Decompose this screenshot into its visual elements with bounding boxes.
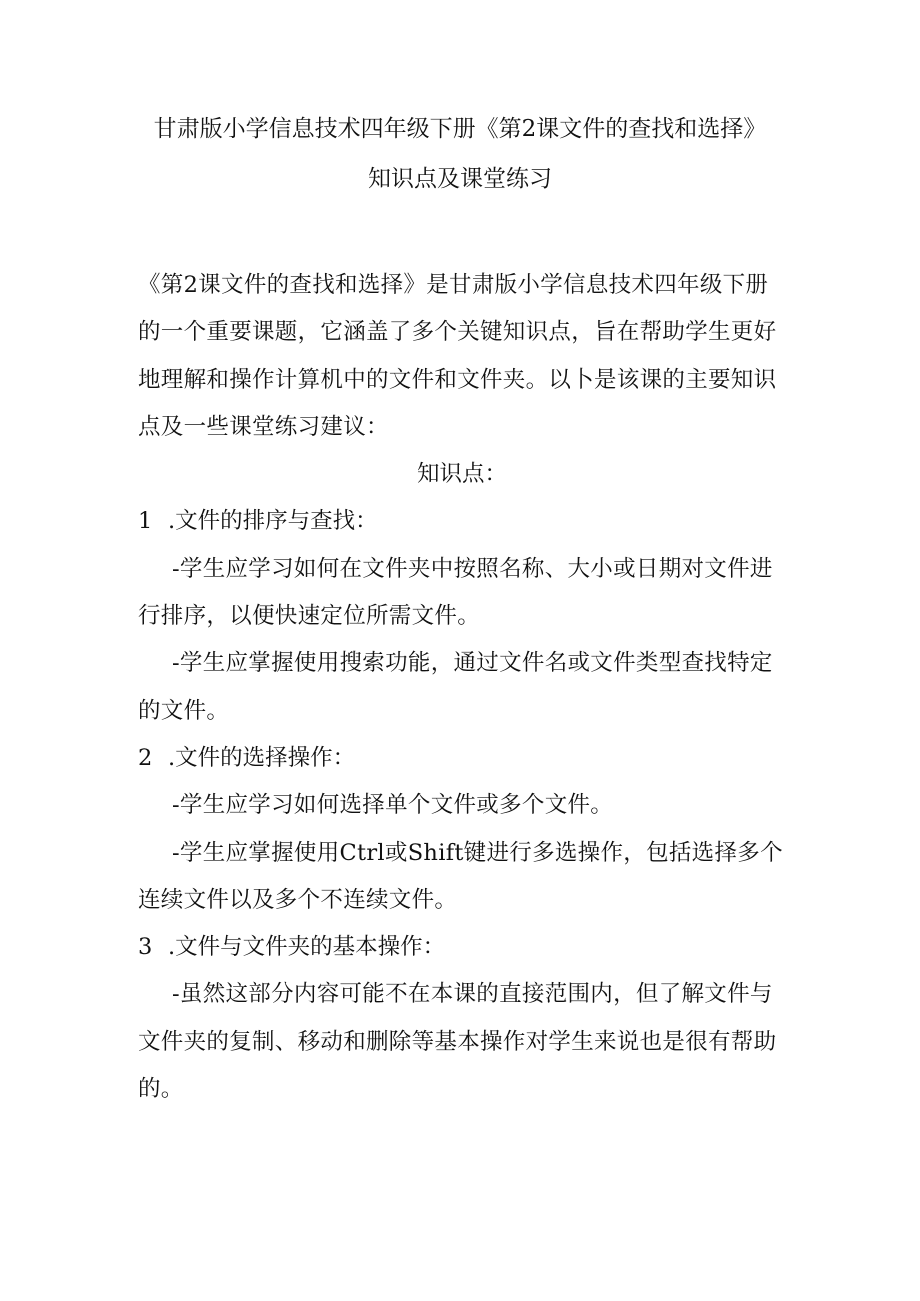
list-item-label: .文件与文件夹的基本操作： <box>168 934 446 961</box>
list-item-point: -虽然这部分内容可能不在本课的直接范围内，但了解文件与文件夹的复制、移动和删除等基本操作对学生来说也是很有帮助的。 <box>138 981 777 1103</box>
list-item-number: 1 <box>138 508 153 535</box>
list-item-1 <box>138 498 786 545</box>
list-item-point: -学生应学习如何在文件夹中按照名称、大小或日期对文件进行排序，以便快速定位所需文件。 <box>138 555 773 630</box>
list-item-3 <box>138 924 786 971</box>
list-item-2 <box>138 735 786 782</box>
document-title-line-2: 知识点及课堂练习 <box>368 166 552 192</box>
list-item-label: .文件的排序与查找： <box>168 508 378 535</box>
list-item-number: 3 <box>138 934 153 961</box>
intro-paragraph: 《第2课文件的查找和选择》是甘肃版小学信息技术四年级下册的一个重要课题，它涵盖了多个关键知识点，旨在帮助学生更好地理解和操作计算机中的文件和文件夹。以卜是该课的主要知识点及一些课堂练习建议： <box>138 272 777 440</box>
list-item-point: -学生应学习如何选择单个文件或多个文件。 <box>172 792 614 819</box>
section-heading: 知识点： <box>416 461 507 488</box>
list-item-point: -学生应掌握使用搜索功能，通过文件名或文件类型查找特定的文件。 <box>138 650 773 724</box>
list-item-label: .文件的选择操作： <box>168 744 356 771</box>
document-title-line-1: 甘肃版小学信息技术四年级下册《第2课文件的查找和选择》 <box>153 116 767 142</box>
document-body <box>138 262 786 1113</box>
list-item-number: 2 <box>138 744 153 771</box>
list-item-point: -学生应掌握使用Ctrl或Shift键进行多选操作，包括选择多个连续文件以及多个不连续文件。 <box>138 839 783 913</box>
